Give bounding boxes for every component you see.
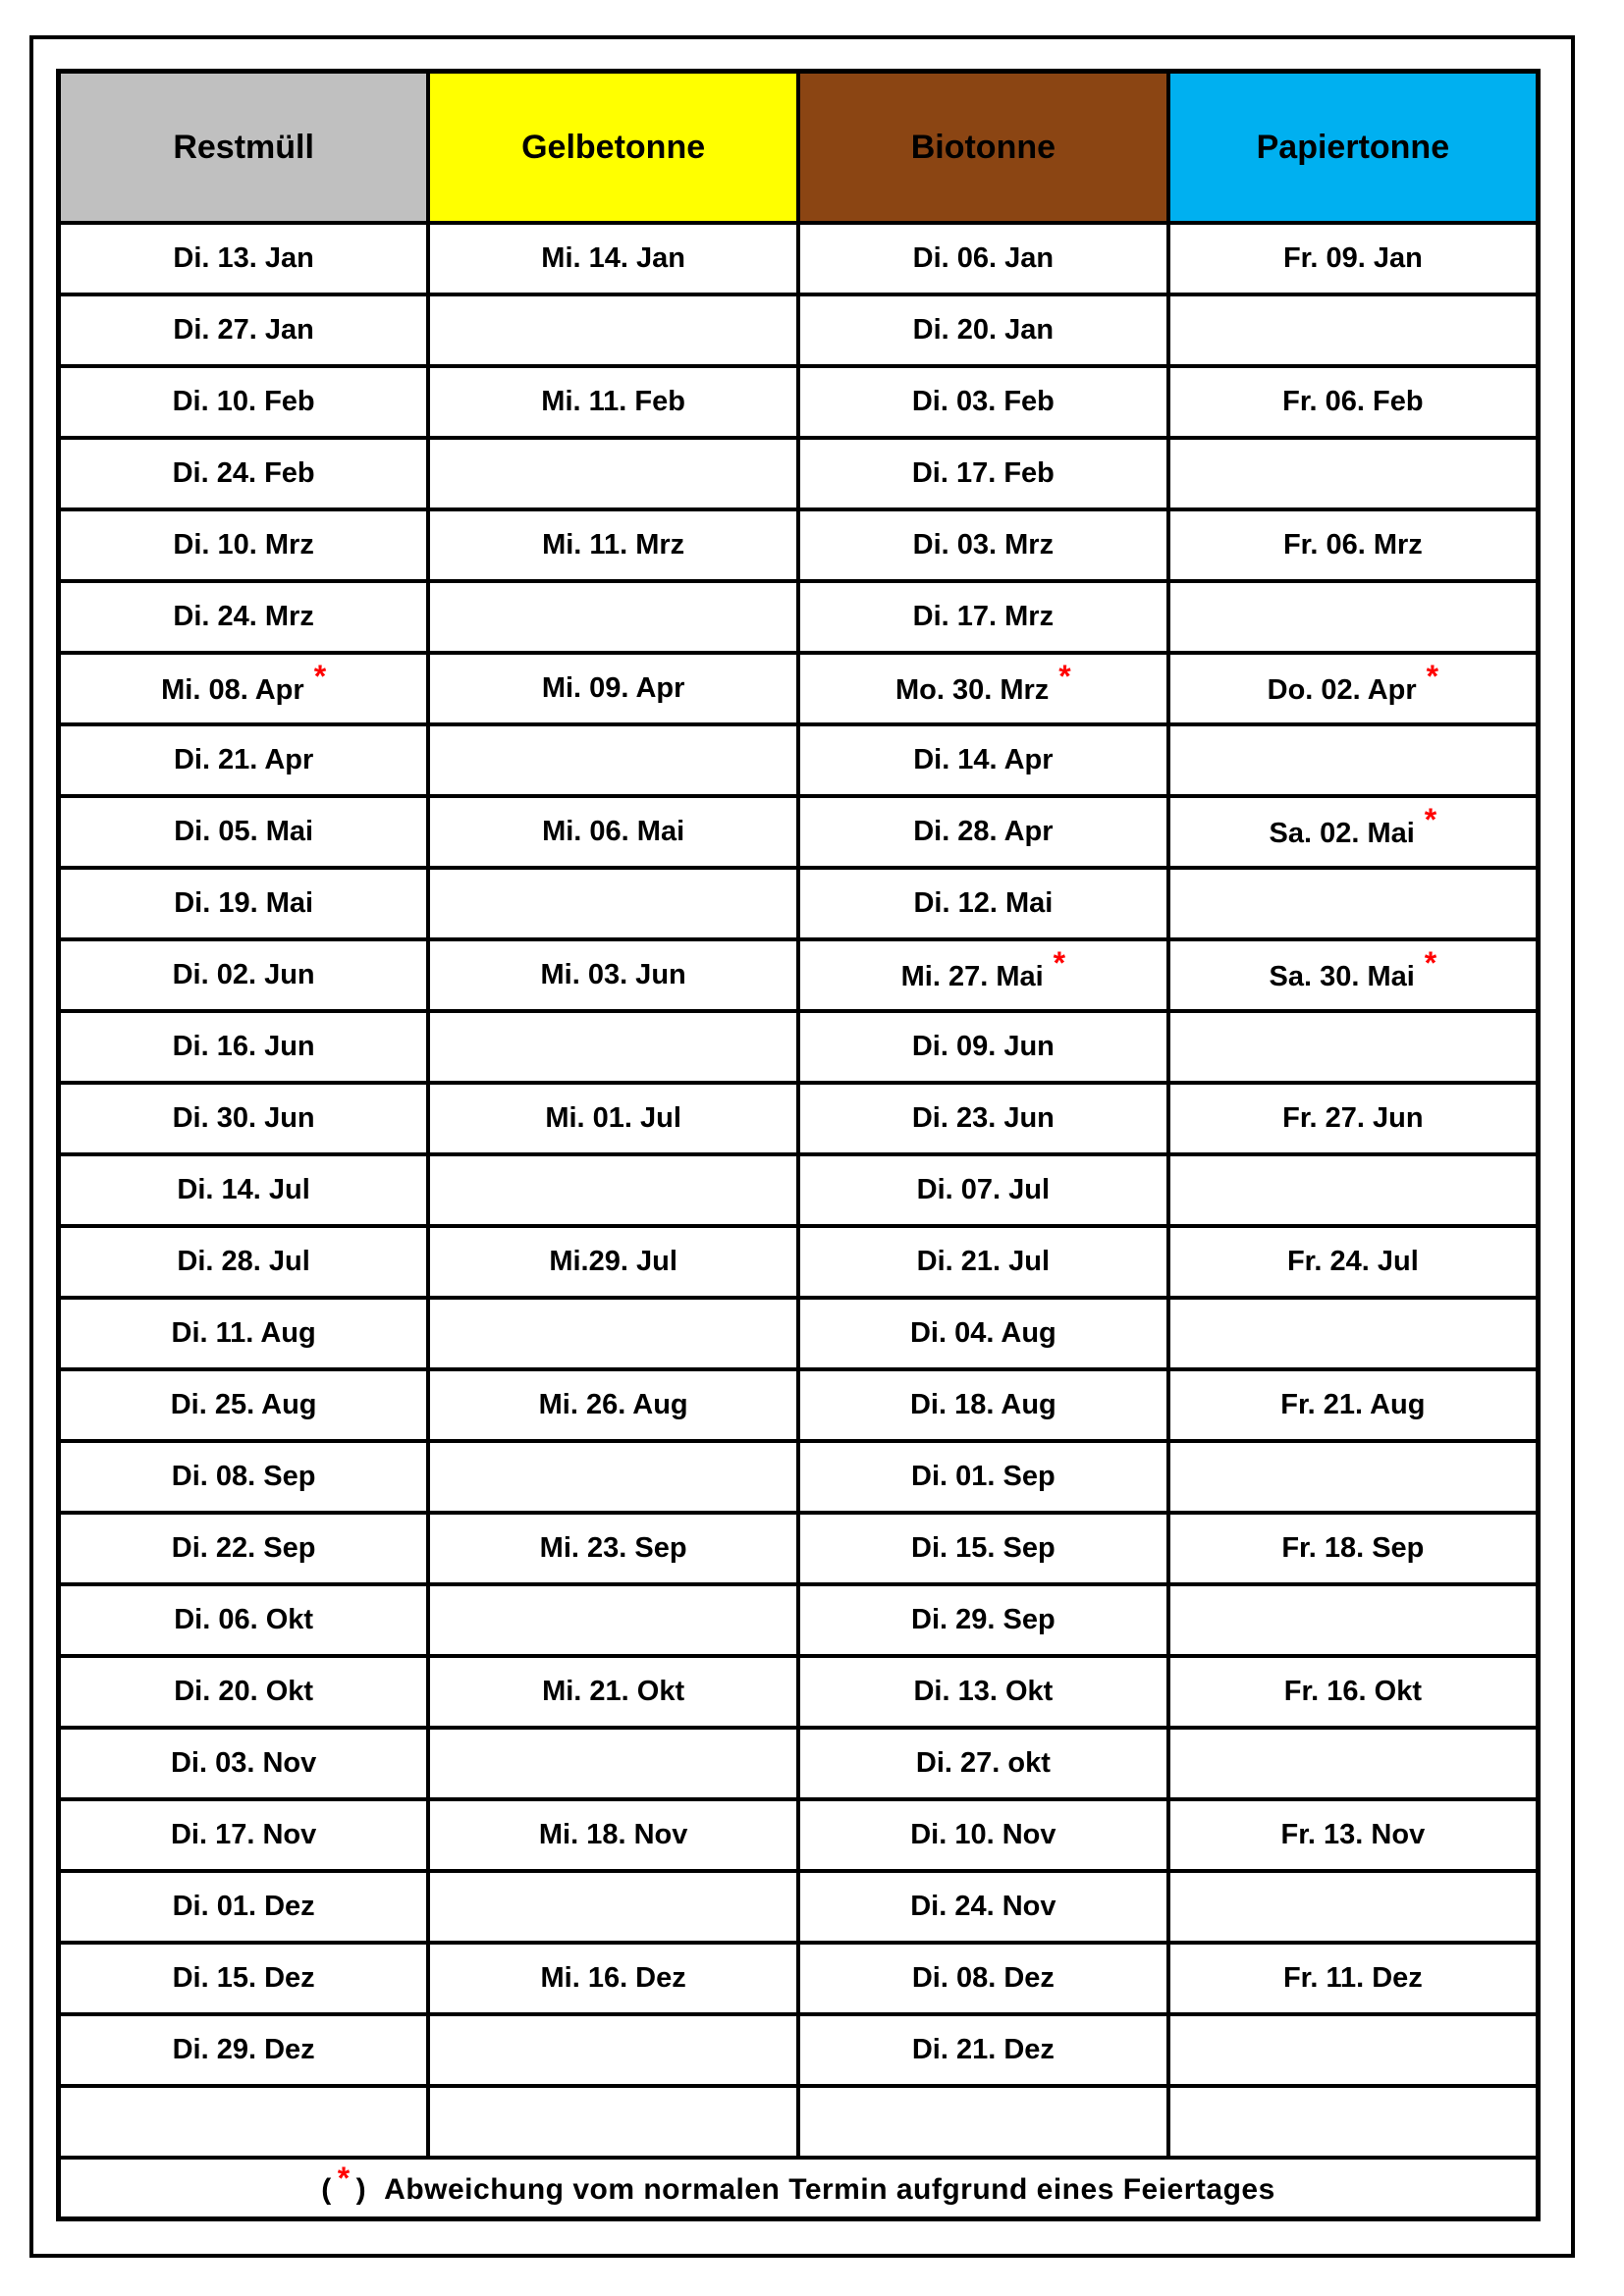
table-row bbox=[59, 653, 1539, 724]
date-cell bbox=[428, 1656, 798, 1728]
table-footer bbox=[59, 2158, 1539, 2219]
date-cell bbox=[59, 1298, 429, 1369]
date-text: Di. 04. Aug bbox=[909, 1317, 1056, 1349]
date-text: Mi. 21. Okt bbox=[542, 1676, 685, 1707]
date-cell bbox=[428, 2086, 798, 2158]
date-cell bbox=[59, 939, 429, 1011]
date-cell bbox=[428, 1513, 798, 1584]
date-text: Di. 27. okt bbox=[915, 1747, 1051, 1779]
date-cell bbox=[59, 1226, 429, 1298]
date-cell bbox=[798, 868, 1168, 939]
date-cell bbox=[798, 1513, 1168, 1584]
table-row bbox=[59, 1369, 1539, 1441]
date-text: Fr. 27. Jun bbox=[1282, 1102, 1424, 1134]
date-text: Di. 15. Dez bbox=[172, 1962, 315, 1994]
date-cell bbox=[428, 1369, 798, 1441]
date-text: Fr. 11. Dez bbox=[1282, 1962, 1423, 1994]
date-cell bbox=[428, 1298, 798, 1369]
date-text: Di. 19. Mai bbox=[174, 887, 314, 919]
table-row bbox=[59, 294, 1539, 366]
date-cell bbox=[59, 438, 429, 509]
date-cell bbox=[1168, 1083, 1539, 1154]
date-text: Di. 28. Jul bbox=[177, 1246, 310, 1277]
table-row bbox=[59, 1728, 1539, 1799]
table-row bbox=[59, 868, 1539, 939]
date-cell bbox=[59, 2086, 429, 2158]
holiday-asterisk: * bbox=[337, 2160, 351, 2196]
date-text: Di. 24. Mrz bbox=[173, 601, 314, 632]
date-cell bbox=[59, 581, 429, 653]
open-paren: ( bbox=[321, 2172, 332, 2206]
date-cell bbox=[798, 1083, 1168, 1154]
date-text: Di. 17. Feb bbox=[911, 457, 1055, 489]
legend-cell bbox=[59, 2158, 1539, 2219]
date-cell bbox=[428, 223, 798, 294]
date-cell bbox=[1168, 1943, 1539, 2014]
date-text: Di. 23. Jun bbox=[911, 1102, 1055, 1134]
date-cell bbox=[1168, 1369, 1539, 1441]
date-cell bbox=[798, 1154, 1168, 1226]
table-row bbox=[59, 1871, 1539, 1943]
date-cell bbox=[428, 724, 798, 796]
date-text: Di. 03. Mrz bbox=[912, 529, 1055, 561]
table-row bbox=[59, 1226, 1539, 1298]
holiday-asterisk: * bbox=[313, 659, 327, 694]
date-cell bbox=[428, 939, 798, 1011]
date-cell bbox=[798, 294, 1168, 366]
date-text: Di. 20. Okt bbox=[174, 1676, 314, 1707]
date-text: Di. 08. Dez bbox=[911, 1962, 1055, 1994]
date-cell bbox=[798, 653, 1168, 724]
date-text: Do. 02. Apr bbox=[1267, 674, 1417, 706]
date-text: Di. 07. Jul bbox=[916, 1174, 1051, 1205]
date-text: Fr. 13. Nov bbox=[1280, 1819, 1426, 1850]
date-text: Sa. 30. Mai bbox=[1269, 961, 1415, 992]
date-cell bbox=[798, 509, 1168, 581]
date-cell bbox=[59, 2014, 429, 2086]
table-row bbox=[59, 1513, 1539, 1584]
date-text: Di. 06. Okt bbox=[174, 1604, 314, 1635]
date-text: Di. 17. Nov bbox=[170, 1819, 317, 1850]
date-cell bbox=[1168, 868, 1539, 939]
date-cell bbox=[798, 223, 1168, 294]
table-row bbox=[59, 438, 1539, 509]
date-text: Di. 18. Aug bbox=[909, 1389, 1056, 1420]
date-cell bbox=[1168, 2086, 1539, 2158]
date-cell bbox=[428, 1584, 798, 1656]
holiday-asterisk: * bbox=[1426, 659, 1439, 694]
date-text: Di. 17. Mrz bbox=[912, 601, 1055, 632]
holiday-asterisk: * bbox=[1424, 945, 1437, 981]
date-cell bbox=[428, 1728, 798, 1799]
date-cell bbox=[798, 2086, 1168, 2158]
date-cell bbox=[798, 1369, 1168, 1441]
date-cell bbox=[428, 1154, 798, 1226]
date-cell bbox=[428, 1441, 798, 1513]
date-text: Di. 21. Dez bbox=[911, 2034, 1055, 2065]
table-row bbox=[59, 1584, 1539, 1656]
date-cell bbox=[1168, 939, 1539, 1011]
table-row bbox=[59, 581, 1539, 653]
date-cell bbox=[798, 1584, 1168, 1656]
date-text: Di. 14. Jul bbox=[177, 1174, 310, 1205]
date-cell bbox=[1168, 1441, 1539, 1513]
date-cell bbox=[428, 1799, 798, 1871]
date-cell bbox=[798, 1799, 1168, 1871]
table-row bbox=[59, 796, 1539, 868]
date-text: Di. 03. Nov bbox=[170, 1747, 317, 1779]
date-text: Mi. 09. Apr bbox=[541, 672, 685, 704]
date-text: Di. 01. Sep bbox=[911, 1461, 1056, 1492]
table-header bbox=[59, 72, 1539, 224]
date-cell bbox=[1168, 1871, 1539, 1943]
date-cell bbox=[798, 939, 1168, 1011]
waste-collection-schedule-table bbox=[56, 69, 1541, 2221]
date-text: Mi. 08. Apr bbox=[161, 674, 304, 706]
header-papiertonne: Papiertonne bbox=[1168, 72, 1539, 224]
date-cell bbox=[798, 1441, 1168, 1513]
date-text: Mi. 03. Jun bbox=[540, 959, 686, 990]
date-cell bbox=[428, 294, 798, 366]
date-text: Fr. 09. Jan bbox=[1282, 242, 1423, 274]
date-text: Di. 29. Sep bbox=[911, 1604, 1056, 1635]
date-text: Fr. 16. Okt bbox=[1283, 1676, 1422, 1707]
date-text: Di. 20. Jan bbox=[912, 314, 1055, 346]
date-text: Di. 11. Aug bbox=[171, 1317, 316, 1349]
date-cell bbox=[59, 1011, 429, 1083]
date-text: Di. 10. Mrz bbox=[173, 529, 314, 561]
date-cell bbox=[798, 1298, 1168, 1369]
header-gelbetonne: Gelbetonne bbox=[428, 72, 798, 224]
date-cell bbox=[1168, 1226, 1539, 1298]
date-text: Fr. 18. Sep bbox=[1281, 1532, 1425, 1564]
date-text: Di. 10. Nov bbox=[910, 1819, 1056, 1850]
table-row bbox=[59, 724, 1539, 796]
date-cell bbox=[428, 1943, 798, 2014]
date-text: Fr. 24. Jul bbox=[1286, 1246, 1419, 1277]
date-text: Mi. 11. Mrz bbox=[542, 529, 685, 561]
date-cell bbox=[798, 1943, 1168, 2014]
table-row bbox=[59, 1943, 1539, 2014]
date-cell bbox=[798, 1728, 1168, 1799]
date-cell bbox=[1168, 294, 1539, 366]
date-cell bbox=[59, 1441, 429, 1513]
date-cell bbox=[428, 796, 798, 868]
table-row bbox=[59, 1441, 1539, 1513]
date-cell bbox=[1168, 653, 1539, 724]
date-cell bbox=[428, 2014, 798, 2086]
date-text: Fr. 06. Mrz bbox=[1282, 529, 1423, 561]
date-text: Di. 21. Apr bbox=[173, 744, 314, 775]
date-text: Di. 30. Jun bbox=[172, 1102, 315, 1134]
date-cell bbox=[59, 796, 429, 868]
date-cell bbox=[1168, 724, 1539, 796]
table-row bbox=[59, 1011, 1539, 1083]
date-text: Mi. 27. Mai bbox=[900, 961, 1044, 992]
date-text: Mi. 23. Sep bbox=[539, 1532, 687, 1564]
holiday-legend bbox=[321, 2160, 1275, 2206]
date-cell bbox=[1168, 796, 1539, 868]
holiday-asterisk: * bbox=[1053, 945, 1066, 981]
date-cell bbox=[798, 581, 1168, 653]
date-text: Mi. 18. Nov bbox=[538, 1819, 688, 1850]
date-cell bbox=[59, 1584, 429, 1656]
table-row bbox=[59, 1799, 1539, 1871]
date-text: Di. 13. Jan bbox=[173, 242, 314, 274]
date-cell bbox=[59, 509, 429, 581]
date-cell bbox=[1168, 438, 1539, 509]
date-text: Di. 13. Okt bbox=[913, 1676, 1054, 1707]
date-cell bbox=[798, 796, 1168, 868]
table-row bbox=[59, 1083, 1539, 1154]
date-cell bbox=[59, 1943, 429, 2014]
date-cell bbox=[59, 294, 429, 366]
date-text: Di. 14. Apr bbox=[913, 744, 1054, 775]
date-cell bbox=[1168, 1799, 1539, 1871]
table-row bbox=[59, 2014, 1539, 2086]
date-cell bbox=[59, 1513, 429, 1584]
date-cell bbox=[428, 509, 798, 581]
date-text: Sa. 02. Mai bbox=[1269, 818, 1415, 849]
date-cell bbox=[59, 1799, 429, 1871]
date-cell bbox=[1168, 509, 1539, 581]
date-cell bbox=[798, 366, 1168, 438]
date-text: Mi. 01. Jul bbox=[545, 1102, 681, 1134]
date-cell bbox=[1168, 1656, 1539, 1728]
date-cell bbox=[798, 1871, 1168, 1943]
date-text: Di. 06. Jan bbox=[912, 242, 1055, 274]
date-cell bbox=[1168, 1728, 1539, 1799]
date-cell bbox=[798, 1226, 1168, 1298]
table-row bbox=[59, 223, 1539, 294]
legend-text: Abweichung vom normalen Termin aufgrund eines Feiertages bbox=[384, 2172, 1275, 2206]
table-row bbox=[59, 1154, 1539, 1226]
date-cell bbox=[59, 724, 429, 796]
date-text: Mi. 06. Mai bbox=[542, 816, 685, 847]
date-cell bbox=[59, 1369, 429, 1441]
date-text: Mi.29. Jul bbox=[549, 1246, 677, 1277]
date-cell bbox=[428, 653, 798, 724]
table-row bbox=[59, 509, 1539, 581]
date-cell bbox=[1168, 1298, 1539, 1369]
date-text: Di. 24. Nov bbox=[910, 1891, 1056, 1922]
date-cell bbox=[1168, 1011, 1539, 1083]
date-text: Di. 21. Jul bbox=[916, 1246, 1051, 1277]
date-cell bbox=[1168, 1584, 1539, 1656]
date-text: Mi. 14. Jan bbox=[541, 242, 685, 274]
date-text: Mo. 30. Mrz bbox=[894, 674, 1050, 706]
date-cell bbox=[428, 438, 798, 509]
date-cell bbox=[1168, 223, 1539, 294]
date-cell bbox=[59, 868, 429, 939]
table-row bbox=[59, 366, 1539, 438]
date-cell bbox=[1168, 1154, 1539, 1226]
date-text: Fr. 21. Aug bbox=[1280, 1389, 1426, 1420]
date-text: Di. 08. Sep bbox=[171, 1461, 316, 1492]
date-cell bbox=[428, 868, 798, 939]
date-cell bbox=[1168, 581, 1539, 653]
table-row bbox=[59, 2086, 1539, 2158]
date-cell bbox=[1168, 366, 1539, 438]
date-text: Di. 27. Jan bbox=[173, 314, 314, 346]
table-row bbox=[59, 1298, 1539, 1369]
date-cell bbox=[59, 1083, 429, 1154]
header-row bbox=[59, 72, 1539, 224]
date-text: Di. 10. Feb bbox=[172, 386, 315, 417]
date-text: Mi. 16. Dez bbox=[540, 1962, 686, 1994]
date-text: Di. 12. Mai bbox=[913, 887, 1054, 919]
date-cell bbox=[1168, 2014, 1539, 2086]
date-cell bbox=[798, 2014, 1168, 2086]
date-text: Di. 01. Dez bbox=[172, 1891, 315, 1922]
date-cell bbox=[59, 223, 429, 294]
header-restmuell: Restmüll bbox=[59, 72, 429, 224]
date-text: Di. 29. Dez bbox=[172, 2034, 315, 2065]
date-text: Mi. 26. Aug bbox=[538, 1389, 688, 1420]
date-text: Di. 22. Sep bbox=[171, 1532, 316, 1564]
close-paren: ) bbox=[355, 2172, 367, 2206]
date-text: Di. 09. Jun bbox=[911, 1031, 1055, 1062]
date-text: Di. 24. Feb bbox=[172, 457, 315, 489]
date-cell bbox=[428, 1011, 798, 1083]
date-cell bbox=[59, 1728, 429, 1799]
date-text: Mi. 11. Feb bbox=[541, 386, 685, 417]
date-cell bbox=[1168, 1513, 1539, 1584]
date-text: Di. 25. Aug bbox=[170, 1389, 317, 1420]
date-cell bbox=[428, 1871, 798, 1943]
date-text: Di. 28. Apr bbox=[913, 816, 1054, 847]
table-body bbox=[59, 223, 1539, 2158]
date-text: Fr. 06. Feb bbox=[1282, 386, 1424, 417]
holiday-asterisk: * bbox=[1424, 802, 1437, 837]
date-cell bbox=[428, 581, 798, 653]
date-text: Di. 05. Mai bbox=[174, 816, 314, 847]
date-cell bbox=[798, 1011, 1168, 1083]
date-text: Di. 15. Sep bbox=[911, 1532, 1056, 1564]
holiday-asterisk: * bbox=[1058, 659, 1071, 694]
footer-row bbox=[59, 2158, 1539, 2219]
date-cell bbox=[59, 366, 429, 438]
date-text: Di. 16. Jun bbox=[172, 1031, 315, 1062]
date-cell bbox=[59, 1656, 429, 1728]
date-cell bbox=[428, 1083, 798, 1154]
date-cell bbox=[59, 1871, 429, 1943]
date-text: Di. 02. Jun bbox=[172, 959, 315, 990]
date-cell bbox=[428, 1226, 798, 1298]
date-cell bbox=[798, 438, 1168, 509]
table-row bbox=[59, 939, 1539, 1011]
table-row bbox=[59, 1656, 1539, 1728]
date-text: Di. 03. Feb bbox=[911, 386, 1055, 417]
header-biotonne: Biotonne bbox=[798, 72, 1168, 224]
date-cell bbox=[798, 724, 1168, 796]
date-cell bbox=[798, 1656, 1168, 1728]
date-cell bbox=[59, 653, 429, 724]
date-cell bbox=[59, 1154, 429, 1226]
date-cell bbox=[428, 366, 798, 438]
